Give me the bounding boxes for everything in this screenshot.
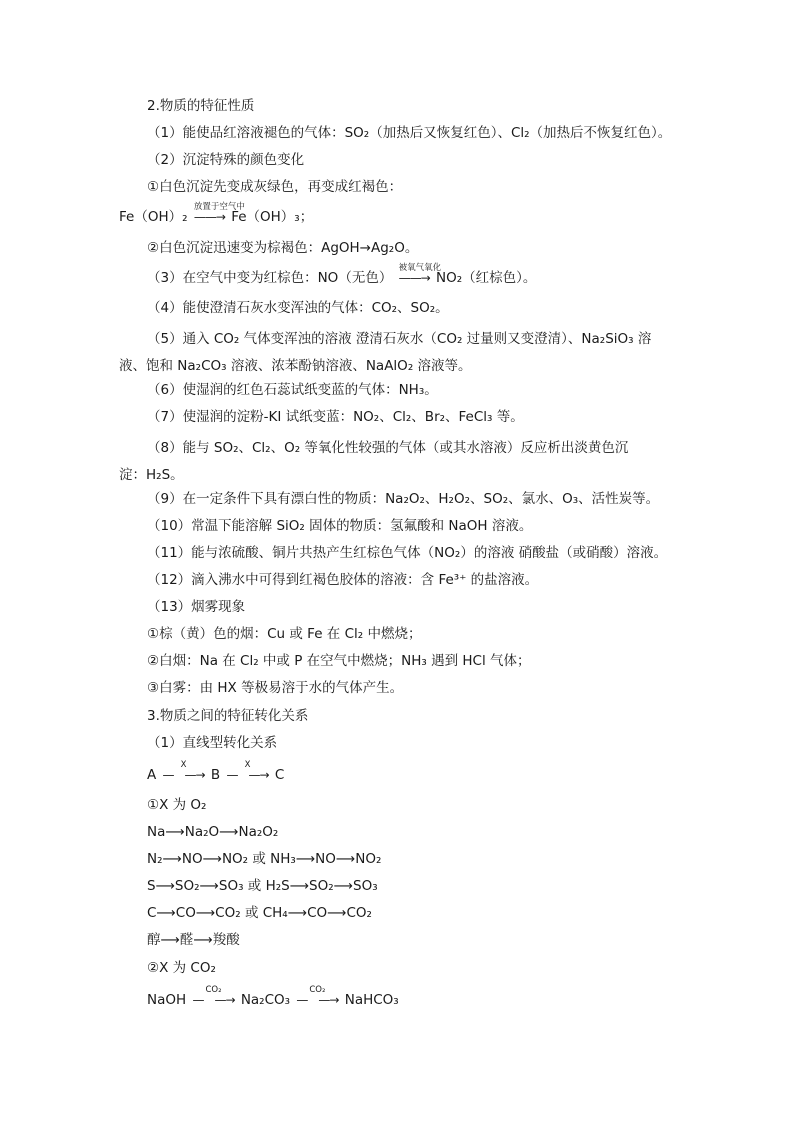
item-11: （11）能与浓硫酸、铜片共热产生红棕色气体（NO₂）的溶液 硝酸盐（或硝酸）溶液。 <box>147 545 668 561</box>
co2-chain <box>147 985 399 1009</box>
item-1: （1）能使品红溶液褪色的气体：SO₂（加热后又恢复红色）、Cl₂（加热后不恢复红色）。 <box>147 125 672 141</box>
item-2a: ①白色沉淀先变成灰绿色，再变成红褐色： <box>147 179 403 195</box>
item-2: （2）沉淀特殊的颜色变化 <box>147 152 305 168</box>
chain-na: Na⟶Na₂O⟶Na₂O₂ <box>147 824 279 840</box>
item-13c: ③白雾：由 HX 等极易溶于水的气体产生。 <box>147 680 404 696</box>
reaction-arrow: X — —→ <box>163 766 205 784</box>
chain-s: S⟶SO₂⟶SO₃ 或 H₂S⟶SO₂⟶SO₃ <box>147 878 378 894</box>
item-13a: ①棕（黄）色的烟：Cu 或 Fe 在 Cl₂ 中燃烧； <box>147 626 422 642</box>
arrow-label: X <box>180 760 187 770</box>
chain-organic: 醇⟶醛⟶羧酸 <box>147 932 240 948</box>
chain-c: C <box>274 767 285 783</box>
item-3-right: NO₂（红棕色）。 <box>435 270 537 286</box>
chain-b: B <box>210 767 221 783</box>
sub-1: （1）直线型转化关系 <box>147 735 278 751</box>
section-2-title: 2.物质的特征性质 <box>147 98 255 114</box>
chain-c: C⟶CO⟶CO₂ 或 CH₄⟶CO⟶CO₂ <box>147 905 372 921</box>
chain-a: A <box>147 767 157 783</box>
fe-oh-3: Fe（OH）₃； <box>231 209 314 225</box>
item-13: （13）烟雾现象 <box>147 599 246 615</box>
item-8: （8）能与 SO₂、Cl₂、O₂ 等氧化性较强的气体（或其水溶液）反应析出淡黄色沉淀：H₂S。 <box>119 440 629 483</box>
arrow-label: X <box>244 760 251 770</box>
reaction-arrow: 被氧气氧化 ——→ <box>399 269 430 287</box>
nahco3: NaHCO₃ <box>344 992 399 1008</box>
reaction-arrow: 放置于空气中 ——→ <box>194 208 225 226</box>
reaction-arrow: CO₂ — —→ <box>296 991 338 1009</box>
item-10: （10）常温下能溶解 SiO₂ 固体的物质：氢氟酸和 NaOH 溶液。 <box>147 518 533 534</box>
fe-oh-2: Fe（OH）₂ <box>119 209 188 225</box>
item-2b: ②白色沉淀迅速变为棕褐色：AgOH→Ag₂O。 <box>147 240 419 256</box>
generic-chain <box>147 760 285 784</box>
arrow-label: 放置于空气中 <box>193 202 245 212</box>
x-is-co2: ②X 为 CO₂ <box>147 960 216 976</box>
arrow-label: CO₂ <box>309 985 326 995</box>
item-12: （12）滴入沸水中可得到红褐色胶体的溶液：含 Fe³⁺ 的盐溶液。 <box>147 572 539 588</box>
item-7: （7）使湿润的淀粉-KI 试纸变蓝：NO₂、Cl₂、Br₂、FeCl₃ 等。 <box>147 409 524 425</box>
item-6: （6）使湿润的红色石蕊试纸变蓝的气体：NH₃。 <box>147 382 438 398</box>
item-4: （4）能使澄清石灰水变浑浊的气体：CO₂、SO₂。 <box>147 300 449 316</box>
item-9: （9）在一定条件下具有漂白性的物质：Na₂O₂、H₂O₂、SO₂、氯水、O₃、活性炭等。 <box>147 491 660 507</box>
reaction-arrow: X — —→ <box>226 766 268 784</box>
chain-n: N₂⟶NO⟶NO₂ 或 NH₃⟶NO⟶NO₂ <box>147 851 382 867</box>
item-3 <box>147 263 537 287</box>
section-3-title: 3.物质之间的特征转化关系 <box>147 708 309 724</box>
arrow-label: 被氧气氧化 <box>398 263 442 273</box>
item-2a-equation <box>119 202 314 226</box>
reaction-arrow: CO₂ — —→ <box>192 991 234 1009</box>
item-5: （5）通入 CO₂ 气体变浑浊的溶液 澄清石灰水（CO₂ 过量则又变澄清）、Na₂SiO₃ 溶液、饱和 Na₂CO₃ 溶液、浓苯酚钠溶液、NaAlO₂ 溶液等。 <box>119 331 652 374</box>
item-13b: ②白烟：Na 在 Cl₂ 中或 P 在空气中燃烧；NH₃ 遇到 HCl 气体； <box>147 653 531 669</box>
arrow-label: CO₂ <box>205 985 222 995</box>
x-is-o2: ①X 为 O₂ <box>147 797 207 813</box>
na2co3: Na₂CO₃ <box>240 992 291 1008</box>
item-3-left: （3）在空气中变为红棕色：NO（无色） <box>147 270 393 286</box>
naoh: NaOH <box>147 992 187 1008</box>
